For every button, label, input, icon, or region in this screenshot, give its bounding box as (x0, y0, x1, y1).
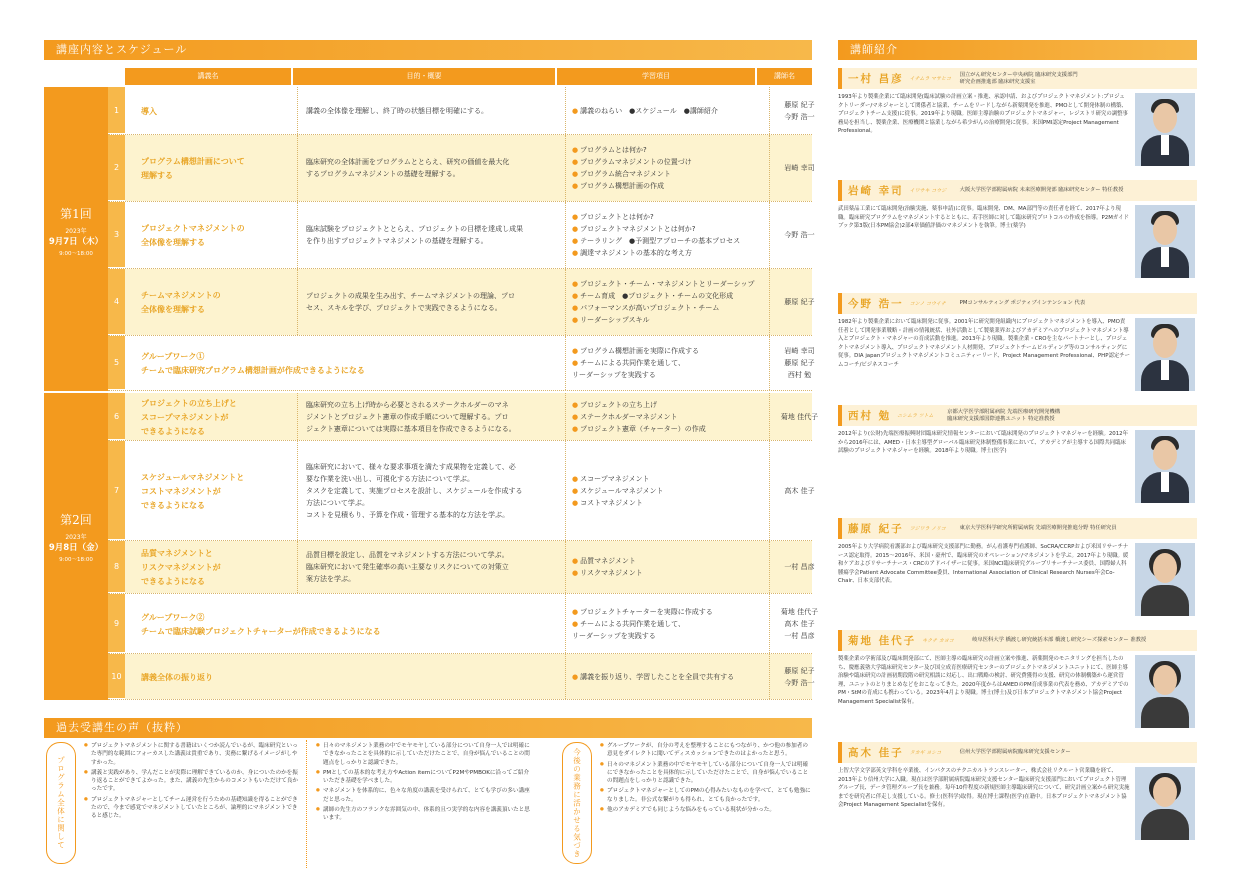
lecturer-photo (1135, 543, 1195, 616)
session-items-inner (572, 87, 765, 134)
day-2-year: 2023年 (65, 534, 87, 541)
session-row (108, 393, 819, 441)
photo-face (1153, 440, 1177, 470)
learning-item (572, 423, 765, 435)
session-number: 9 (108, 594, 125, 653)
lecturer-name: 一村 昌彦 (848, 73, 904, 85)
session-number: 6 (108, 393, 125, 440)
session-summary-text: プロジェクトの成果を生み出す、チームマネジメントの理論、プロ セス、スキルを学び、プロジェクトで実践できるようになる。 (306, 292, 515, 312)
photo-suit (1141, 697, 1189, 728)
session-number: 8 (108, 541, 125, 593)
learning-item-text: 品質マネジメント (580, 557, 636, 565)
learning-item-text: スケジュールマネジメント (580, 486, 664, 495)
learning-item (572, 399, 765, 411)
day-2-label-wrap (44, 511, 108, 563)
voice-item: ● 講師の先生方のフランクな雰囲気の中、体系的且つ実学的な内容を講義頂いたと思います。 (316, 806, 534, 823)
learning-item-text: プログラム構想計画の作成 (580, 182, 665, 190)
photo-shirt (1161, 247, 1169, 267)
session-items (565, 269, 765, 335)
learning-item (572, 168, 765, 180)
learning-item-text: 講義を振り返り、学習したことを全員で共有する (580, 672, 735, 681)
session-body (125, 654, 815, 699)
lecturer-bio: 武田薬品工業にて臨床開発(治験実施、薬事申請)に従事。臨床開発、DM、MA部門等の責任者を経て、2017年より現職。臨床研究プログラムをマネジメントするとともに、若手医師に対して臨床研究プロトコルの作成を指導。P2Mガイドブック第3版(日本PM協会)2部4章価値評価のマネジメントを執筆。博士(薬学) (838, 206, 1129, 230)
session-body (125, 135, 815, 201)
lecturer-name: 今野 浩一 (784, 678, 815, 687)
photo-suit (1141, 809, 1189, 840)
session-items-inner (572, 202, 765, 268)
learning-item-text: リーダーシップスキル (580, 316, 650, 324)
session-body (125, 336, 815, 390)
session-items (565, 135, 765, 201)
day-1-label-wrap (44, 205, 108, 257)
lecturer-ruby: フジワラ ノリコ (909, 526, 946, 532)
learning-item (572, 223, 765, 235)
session-lecturers (769, 135, 829, 201)
session-number: 2 (108, 135, 125, 201)
session-title-text: プロジェクトマネジメントの 全体像を理解する (141, 223, 245, 247)
voice-item: ● プロジェクトマネジメントに関する書籍はいくつか読んでいるが、臨床研究といった専門的な範囲にフォーカスした講義は貴重であり、実務に繋げるイメージがしやすかった。 (84, 742, 299, 767)
session-row (108, 87, 815, 135)
lecturer-name: 西村 勉 (787, 371, 812, 379)
photo-shirt (1161, 472, 1169, 492)
session-title-text: グループワーク② チームで臨床試験プロジェクトチャーターが作成できるようになる (141, 611, 381, 636)
learning-item-text: プログラムマネジメントの位置づけ (580, 158, 692, 166)
lecturer-affiliation: 国立がん研究センター中央病院 臨床研究支援部門 研究企画推進部 臨床研究支援室 (959, 71, 1078, 85)
day-2-label: 第2回 (60, 513, 92, 527)
voice-column-1 (84, 742, 299, 823)
session-row (108, 654, 815, 700)
bullet-icon: ● (572, 672, 579, 681)
learning-item-text: プログラム構想計画を実際に作成する (580, 347, 700, 355)
lecturer-affiliation: 大阪大学医学部附属病院 未来医療開発部 臨床研究センター 特任教授 (959, 187, 1124, 193)
lecturer-name-bar (838, 293, 1197, 314)
lecturer-photo (1135, 93, 1195, 166)
lecturer-name: 今野 浩一 (784, 231, 815, 239)
voice-item: ● プロジェクトマネジャーとしてのPMの心得みたいなものを学べて、とても勉強になりました。非公式な繋がりも得られ、とても良かったです。 (600, 787, 812, 804)
lecturer-name: 藤原 紀子 (784, 359, 815, 367)
bullet-icon: ● (572, 412, 579, 421)
lecturer-name: 一村 昌彦 (784, 563, 815, 571)
col-header-lecturer: 講師名 (757, 68, 812, 85)
session-summary (297, 441, 561, 540)
session-title (131, 269, 291, 335)
lecturer-name: 藤原 紀子 (784, 666, 815, 675)
lecturer-affiliation: 岐阜医科大学 橋渡し研究統括本部 橋渡し研究シーズ探索センター 准教授 (972, 637, 1147, 643)
learning-item-text: 講義のねらい ●スケジュール ●講師紹介 (580, 106, 718, 115)
session-items-inner (572, 441, 765, 540)
session-title (131, 393, 291, 440)
learning-item (572, 357, 765, 381)
session-items-inner (572, 541, 765, 593)
session-lecturers (769, 594, 829, 653)
session-number: 10 (108, 654, 125, 699)
voice-item: ● 日々のマネジメント業務の中でモヤモヤしている部分について自身一人では明確にできなかったことを具体的に示していただけたことで、自身が悩んでいることの問題点をしっかりと認識できた。 (316, 742, 534, 767)
lecturer-ruby: イワサキ コウジ (909, 188, 947, 194)
session-items (565, 393, 765, 440)
voice-section-header (44, 718, 812, 738)
learning-item (572, 567, 765, 579)
learning-item (572, 144, 765, 156)
session-items (565, 336, 765, 390)
voice-item: ● 日々のマネジメント業務の中でモヤモヤしている部分について自身一人では明確にできなかったことを具体的に示していただけたことで、自身が悩んでいることの問題点をしっかりと認識できた。 (600, 761, 812, 786)
day-2-time: 9:00～18:00 (59, 557, 93, 563)
session-summary-text: 講義の全体像を理解し、終了時の状態目標を明確にする。 (306, 106, 488, 115)
learning-item-text: チームによる共同作業を通して、 リーダーシップを実践する (572, 359, 685, 379)
learning-item (572, 606, 765, 618)
photo-suit (1141, 585, 1189, 616)
session-row (108, 541, 815, 594)
lecturer-name: 菊地 佳代子 (780, 412, 819, 421)
lecturer-card (838, 742, 1197, 850)
lecturer-header-title: 講師紹介 (850, 43, 898, 56)
learning-item-text: チーム育成 ●プロジェクト・チームの文化形成 (580, 292, 734, 300)
session-lecturers (769, 87, 829, 134)
session-body (125, 441, 815, 540)
lecturer-name: 藤原 紀子 (848, 523, 904, 535)
session-summary (297, 393, 561, 440)
learning-item (572, 618, 765, 642)
lecturer-photo (1135, 430, 1195, 503)
voice-item: ● 講義と実践があり、学んだことが実際に理解できているのか、身についたのかを振り返ることができてよかった。また、講義の先生からのコメントもいただけて良かったです。 (84, 769, 299, 794)
lecturer-ruby: イチムラ マサヒコ (909, 76, 951, 82)
session-summary (297, 269, 561, 335)
bullet-icon: ● (572, 280, 579, 288)
session-lecturers (769, 269, 829, 335)
learning-item-text: テーラリング ●予測型アプローチの基本プロセス (580, 237, 741, 245)
session-number: 4 (108, 269, 125, 335)
session-body (125, 87, 815, 134)
learning-item-text: プログラム統合マネジメント (580, 170, 671, 178)
learning-item-text: リスクマネジメント (580, 569, 643, 577)
bullet-icon: ● (572, 607, 579, 616)
voice-tag-overall (46, 742, 76, 864)
bullet-icon: ● (572, 237, 579, 245)
schedule-section-header (44, 40, 812, 60)
bullet-icon: ● (572, 569, 579, 577)
learning-item (572, 411, 765, 423)
learning-item-text: プロジェクト憲章（チャーター）の作成 (580, 424, 706, 433)
session-summary (297, 87, 561, 134)
day-1-date: 9月7日（木） (48, 237, 104, 247)
learning-item (572, 247, 765, 259)
day-2-column (44, 393, 108, 700)
learning-item (572, 211, 765, 223)
schedule-table (44, 68, 819, 700)
session-items (565, 87, 765, 134)
lecturer-bio: 上智大学文学部英文学科を卒業後、インパクスのテクニカルトランスレーター、株式会社リクルート営業職を経て、2013年より信州大学に入職。現在は医学部附属病院臨床研究支援センター臨床研究支援部門においてプロジェクト管理グループ長、データ管理グループ長を兼務。毎年10件程度の新規医師主導臨床研究について、研究計画立案から研究実施までを研究者に伴走し支援している。修士(医科学)取得。現在博士課程(医学)在籍中。日本プロジェクトマネジメント協会Project Management Specialistを保有。 (838, 768, 1130, 809)
voice-tag-insights-text: 今後の業務に活かせる気づき (572, 747, 582, 859)
day-1-label: 第1回 (60, 207, 92, 221)
session-row (108, 269, 815, 336)
bullet-icon: ● (572, 249, 579, 257)
lecturer-name: 西村 勉 (848, 410, 892, 422)
day-1-year: 2023年 (65, 228, 87, 235)
session-number: 1 (108, 87, 125, 134)
lecturer-name: 岩崎 幸司 (784, 347, 815, 355)
bullet-icon: ● (572, 213, 579, 221)
session-title (131, 654, 561, 699)
lecturer-name: 藤原 紀子 (784, 298, 815, 306)
session-title (131, 202, 291, 268)
learning-item (572, 235, 765, 247)
lecturer-card (838, 293, 1197, 401)
lecturer-name: 高木 佳子 (848, 747, 904, 759)
voice-header-title: 過去受講生の声（抜粋） (56, 721, 188, 734)
bullet-icon: ● (572, 106, 579, 115)
bullet-icon: ● (572, 486, 579, 495)
session-summary-text: 臨床研究の全体計画をプログラムととらえ、研究の価値を最大化 するプログラムマネジメントの基礎を理解する。 (306, 158, 510, 178)
session-title-text: グループワーク① チームで臨床研究プログラム構想計画が作成できるようになる (141, 351, 365, 375)
lecturer-card (838, 405, 1197, 513)
session-title-text: プログラム構想計画について 理解する (141, 156, 245, 180)
learning-item-text: 調達マネジメントの基本的な考え方 (580, 249, 692, 257)
session-lecturers (769, 441, 829, 540)
lecturer-affiliation: 信州大学医学部附属病院臨床研究支援センター (959, 749, 1071, 755)
learning-item (572, 105, 765, 117)
session-summary-text: 臨床研究において、様々な要求事項を満たす成果物を定義して、必 要な作業を洗い出し、可視化する方法について学ぶ。 タスクを定義して、実施プロセスを設計し、スケジュールを作成する 方法について学ぶ。 コストを見積もり、予算を作成・管理する基本的な方法を学ぶ。 (306, 462, 523, 519)
lecturer-affiliation: 京都大学医学部附属病院 先端医療研究開発機構 臨床研究支援部国際連携ユニット 特定准教授 (947, 408, 1061, 422)
bullet-icon: ● (572, 146, 579, 154)
bullet-icon: ● (572, 292, 579, 300)
lecturer-photo (1135, 655, 1195, 728)
learning-item (572, 290, 765, 302)
learning-item-text: コストマネジメント (580, 498, 643, 507)
lecturer-ruby: キクチ カヨコ (922, 638, 954, 644)
bullet-icon: ● (572, 359, 579, 367)
learning-item-text: チームによる共同作業を通して、 リーダーシップを実践する (572, 619, 685, 640)
learning-item (572, 555, 765, 567)
lecturer-name: 今野 浩一 (848, 298, 904, 310)
lecturer-name-bar (838, 180, 1197, 201)
voice-column-3 (600, 742, 812, 816)
bullet-icon: ● (572, 424, 579, 433)
learning-item (572, 180, 765, 192)
session-title (131, 87, 291, 134)
session-body (125, 393, 819, 440)
session-number: 7 (108, 441, 125, 540)
day-1-time: 9:00～18:00 (59, 251, 93, 257)
lecturer-name: 岩崎 幸司 (784, 164, 815, 172)
photo-face (1153, 103, 1177, 133)
voice-item: ● グループワークが、自分の考えを整理することにもつながり、かつ他の参加者の意見をダイレクトに聞いてディスカッションできたのはよかったと思う。 (600, 742, 812, 759)
lecturer-name-bar (838, 630, 1197, 651)
bullet-icon: ● (572, 557, 579, 565)
session-summary-text: 臨床研究の立ち上げ時から必要とされるステークホルダーのマネ ジメントとプロジェクト憲章の作成手順について理解する。プロ ジェクト憲章については実際に基本項目を作成できるようになる。 (306, 400, 516, 433)
session-items-inner (572, 654, 765, 699)
session-lecturers (769, 393, 829, 440)
session-items (565, 594, 765, 653)
lecturer-photo (1135, 318, 1195, 391)
lecturer-card (838, 180, 1197, 288)
bullet-icon: ● (572, 619, 579, 628)
session-title-text: チームマネジメントの 全体像を理解する (141, 290, 221, 314)
session-summary (297, 541, 561, 593)
learning-item-text: プロジェクトマネジメントとは何か? (580, 225, 696, 233)
session-body (125, 269, 815, 335)
voice-item: ● プロジェクトマネジャーとしてチーム運営を行うための基礎知識を得ることができたので、今まで感覚でマネジメントしていたところが、論理的にマネジメントできると感じた。 (84, 796, 299, 821)
photo-face (1153, 328, 1177, 358)
session-row (108, 336, 815, 391)
col-header-title: 講義名 (125, 68, 291, 85)
lecturer-ruby: タカギ ヨシコ (909, 750, 942, 756)
session-body (125, 594, 819, 653)
session-summary (297, 202, 561, 268)
lecturer-ruby: コンノ コウイチ (909, 301, 946, 307)
learning-item (572, 278, 765, 290)
photo-shirt (1161, 360, 1169, 380)
session-items (565, 441, 765, 540)
lecturer-name-bar (838, 742, 1197, 763)
session-summary-text: 品質目標を設定し、品質をマネジメントする方法について学ぶ。 臨床研究において発生確率の高い主要なリスクについての対策立 案方法を学ぶ。 (306, 551, 509, 583)
bullet-icon: ● (572, 347, 579, 355)
session-items (565, 541, 765, 593)
lecturer-name-bar (838, 68, 1197, 89)
bullet-icon: ● (572, 316, 579, 324)
session-title-text: プロジェクトの立ち上げと スコープマネジメントが できるようになる (141, 397, 237, 436)
day-2-date: 9月8日（金） (48, 543, 104, 553)
photo-face (1153, 215, 1177, 245)
session-lecturers (769, 654, 829, 699)
voice-item: ● マネジメントを体系的に、色々な角度の講義を受けられて、とても学びの多い講座だと思った。 (316, 787, 534, 804)
lecturer-name-bar (838, 518, 1197, 539)
voice-item: ● 他のアカデミアでも同じような悩みをもっている現状が分かった。 (600, 806, 812, 814)
session-title-text: 導入 (141, 105, 157, 116)
learning-item-text: ステークホルダーマネジメント (580, 412, 678, 421)
bullet-icon: ● (572, 225, 579, 233)
bullet-icon: ● (572, 400, 579, 409)
lecturer-name: 菊地 佳代子 (780, 607, 819, 616)
lecturer-name: 高木 佳子 (784, 486, 815, 495)
voice-tag-overall-text: プログラム全体に関して (56, 756, 66, 850)
lecturer-photo (1135, 205, 1195, 278)
session-row (108, 135, 815, 202)
photo-shirt (1161, 135, 1169, 155)
student-voices (44, 740, 812, 870)
lecturer-card (838, 630, 1197, 738)
learning-item-text: スコープマネジメント (580, 474, 650, 483)
learning-item (572, 314, 765, 326)
session-title (131, 441, 291, 540)
learning-item-text: パフォーマンスが高いプロジェクト・チーム (580, 304, 720, 312)
learning-item-text: プロジェクトチャーターを実際に作成する (580, 607, 713, 616)
bullet-icon: ● (572, 182, 579, 190)
session-summary-text: 臨床試験をプロジェクトととらえ、プロジェクトの目標を達成し成果 を作り出すプロジェクトマネジメントの基礎を理解する。 (306, 225, 524, 245)
col-header-summary: 目的・概要 (293, 68, 555, 85)
lecturer-name: 岩崎 幸司 (848, 185, 904, 197)
voice-item: ● PMとしての基本的な考え方やAction itemについてP2MやPMBOKに沿ってご紹介いただき基礎を学べました。 (316, 769, 534, 786)
lecturer-card (838, 518, 1197, 626)
session-items-inner (572, 269, 765, 335)
col-header-items: 学習項目 (557, 68, 755, 85)
session-items-inner (572, 135, 765, 201)
bullet-icon: ● (572, 158, 579, 166)
session-body (125, 541, 815, 593)
lecturer-bio: 1982年より製薬企業において臨床開発に従事。2001年に研究開発組織内にプロジェクトマネジメントを導入、PMO責任者として開発事業戦略・計画の情報統括、社外活動として製薬業界およびアカデミアへのプロジェクトマネジメント導入とプロジェクト・マネジャーの育成活動を推進。2013年より現職。製薬企業・CROを主なパートナーとし、プロジェクトマネジメント導入、プロジェクトマネジメント人材開発、プロジェクトチームビルディング等のコンサルティングに従事。DIA japanプロジェクトマネジメントコミュニティーリード、Project Management Professional、PHP認定チームコーチ/ビジネスコーチ (838, 319, 1131, 368)
lecturer-name: 藤原 紀子 (784, 100, 815, 109)
bullet-icon: ● (572, 498, 579, 507)
photo-face (1153, 553, 1177, 583)
bullet-icon: ● (572, 304, 579, 312)
session-lecturers (769, 336, 829, 390)
session-title (131, 135, 291, 201)
session-items-inner (572, 393, 765, 440)
learning-item (572, 345, 765, 357)
lecturer-card (838, 68, 1197, 176)
learning-item-text: プロジェクト・チーム・マネジメントとリーダーシップ (580, 280, 755, 288)
lecturer-bio: 2012年より(公財)先端医療振興財団臨床研究情報センターにおいて臨床開発のプロジェクトマネジャーを経験。2012年から2016年には、AMED・日本主導型グローバル臨床研究体制整備事業において、アカデミアが主導する国際共同臨床試験のプロジェクトマネジャーを経験。2018年より現職。博士(医学) (838, 431, 1128, 455)
learning-item (572, 497, 765, 509)
session-lecturers (769, 541, 829, 593)
lecturer-name: 今野 浩一 (784, 112, 815, 121)
lecturer-name: 一村 昌彦 (784, 631, 815, 640)
lecturer-bio: 1993年より製薬企業にて臨床開発(臨床試験の計画立案・推進、承認申請、およびプロジェクトマネジメント:プロジェクトリーダー/マネジャーとして関係者と協業、チームをリードしながら新薬開発を推進、PMOとして開発体制の構築、プロジェクトチーム支援)に従事。2019年より現職。医師主導治験のプロジェクトマネジャー、レジストリ研究の調整事務局を担当し、製薬企業、医療機関と協業しながら希少がんの治療開発に従事。米国PMI認定Project Management Professional。 (838, 94, 1128, 135)
lecturer-affiliation: PMコンサルティング ポジティブインテンション 代表 (959, 300, 1086, 306)
lecturer-name: 菊地 佳代子 (848, 635, 917, 647)
lecturer-affiliation: 東京大学医科学研究所附属病院 先端医療開発推進分野 特任研究員 (959, 525, 1117, 531)
session-row (108, 594, 819, 654)
schedule-header-title: 講座内容とスケジュール (56, 43, 188, 56)
photo-face (1153, 777, 1177, 807)
session-title (131, 541, 291, 593)
lecturer-bio: 2005年より大学病院看護部および臨床研究支援部門に勤務。がん看護専門看護師、SoCRA/CCRPおよび米国リサーチナース認定取得。2015～2016年、米国・豪州で、臨床研究のオペレーション/マネジメントを学ぶ。2017年より現職。緩和ケアおよびリサーチナース・CRCのアドバイザーに従事。米国NCI臨床研究グループリサーチナース委員、国際婦人科腫瘍学会Patient Advocate Committee委員、International Association of Clinical Research Nurses年会Co-Chair、日本支部代表。 (838, 544, 1129, 585)
session-title (131, 594, 561, 653)
session-title-text: 講義全体の振り返り (141, 671, 213, 682)
session-row (108, 202, 815, 269)
voice-column-2 (316, 742, 534, 825)
bullet-icon: ● (572, 474, 579, 483)
session-number: 3 (108, 202, 125, 268)
photo-face (1153, 665, 1177, 695)
day-1-column (44, 87, 108, 391)
session-title-text: スケジュールマネジメントと コストマネジメントが できるようになる (141, 471, 245, 510)
session-items (565, 654, 765, 699)
session-number: 5 (108, 336, 125, 390)
session-items-inner (572, 336, 765, 390)
learning-item-text: プロジェクトの立ち上げ (580, 400, 657, 409)
learning-item-text: プログラムとは何か? (580, 146, 647, 154)
voice-tag-insights (562, 742, 592, 864)
lecturer-name-bar (838, 405, 1197, 426)
voice-divider (306, 740, 307, 868)
lecturer-photo (1135, 767, 1195, 840)
lecturer-ruby: ニシムラ ツトム (897, 413, 934, 419)
session-title (131, 336, 561, 390)
learning-item (572, 302, 765, 314)
learning-item-text: プロジェクトとは何か? (580, 213, 654, 221)
bullet-icon: ● (572, 170, 579, 178)
learning-item (572, 485, 765, 497)
session-summary (297, 135, 561, 201)
session-row (108, 441, 815, 541)
session-items (565, 202, 765, 268)
lecturer-name: 高木 佳子 (784, 619, 815, 628)
session-lecturers (769, 202, 829, 268)
lecturer-section-header (838, 40, 1197, 60)
learning-item (572, 156, 765, 168)
session-body (125, 202, 815, 268)
session-title-text: 品質マネジメントと リスクマネジメントが できるようになる (141, 548, 221, 586)
learning-item (572, 473, 765, 485)
learning-item (572, 671, 765, 683)
lecturer-bio: 製薬企業の学術部及び臨床開発部にて、医師主導の臨床研究の計画立案や推進、新薬開発のモニタリングを担当したのち、慶應義塾大学臨床研究センター及び国立成育医療研究センターのプロジェクトマネジメントユニットにて、医師主導治験や臨床研究の計画初期段階の研究相談に対応し、出口戦略の検討、研究費獲得の支援、研究の体制構築から運営管理、ユニットのとりまとめなどをおこなってきた。2020年度からはAMEDのPM育成事業の代表を務め、アカデミアでのPM・StMの育成にも携わっている。2023年4月より現職。博士(博士)及び日本プロジェクトマネジメント協会Project Management Specialist保有。 (838, 656, 1129, 705)
session-items-inner (572, 594, 765, 653)
